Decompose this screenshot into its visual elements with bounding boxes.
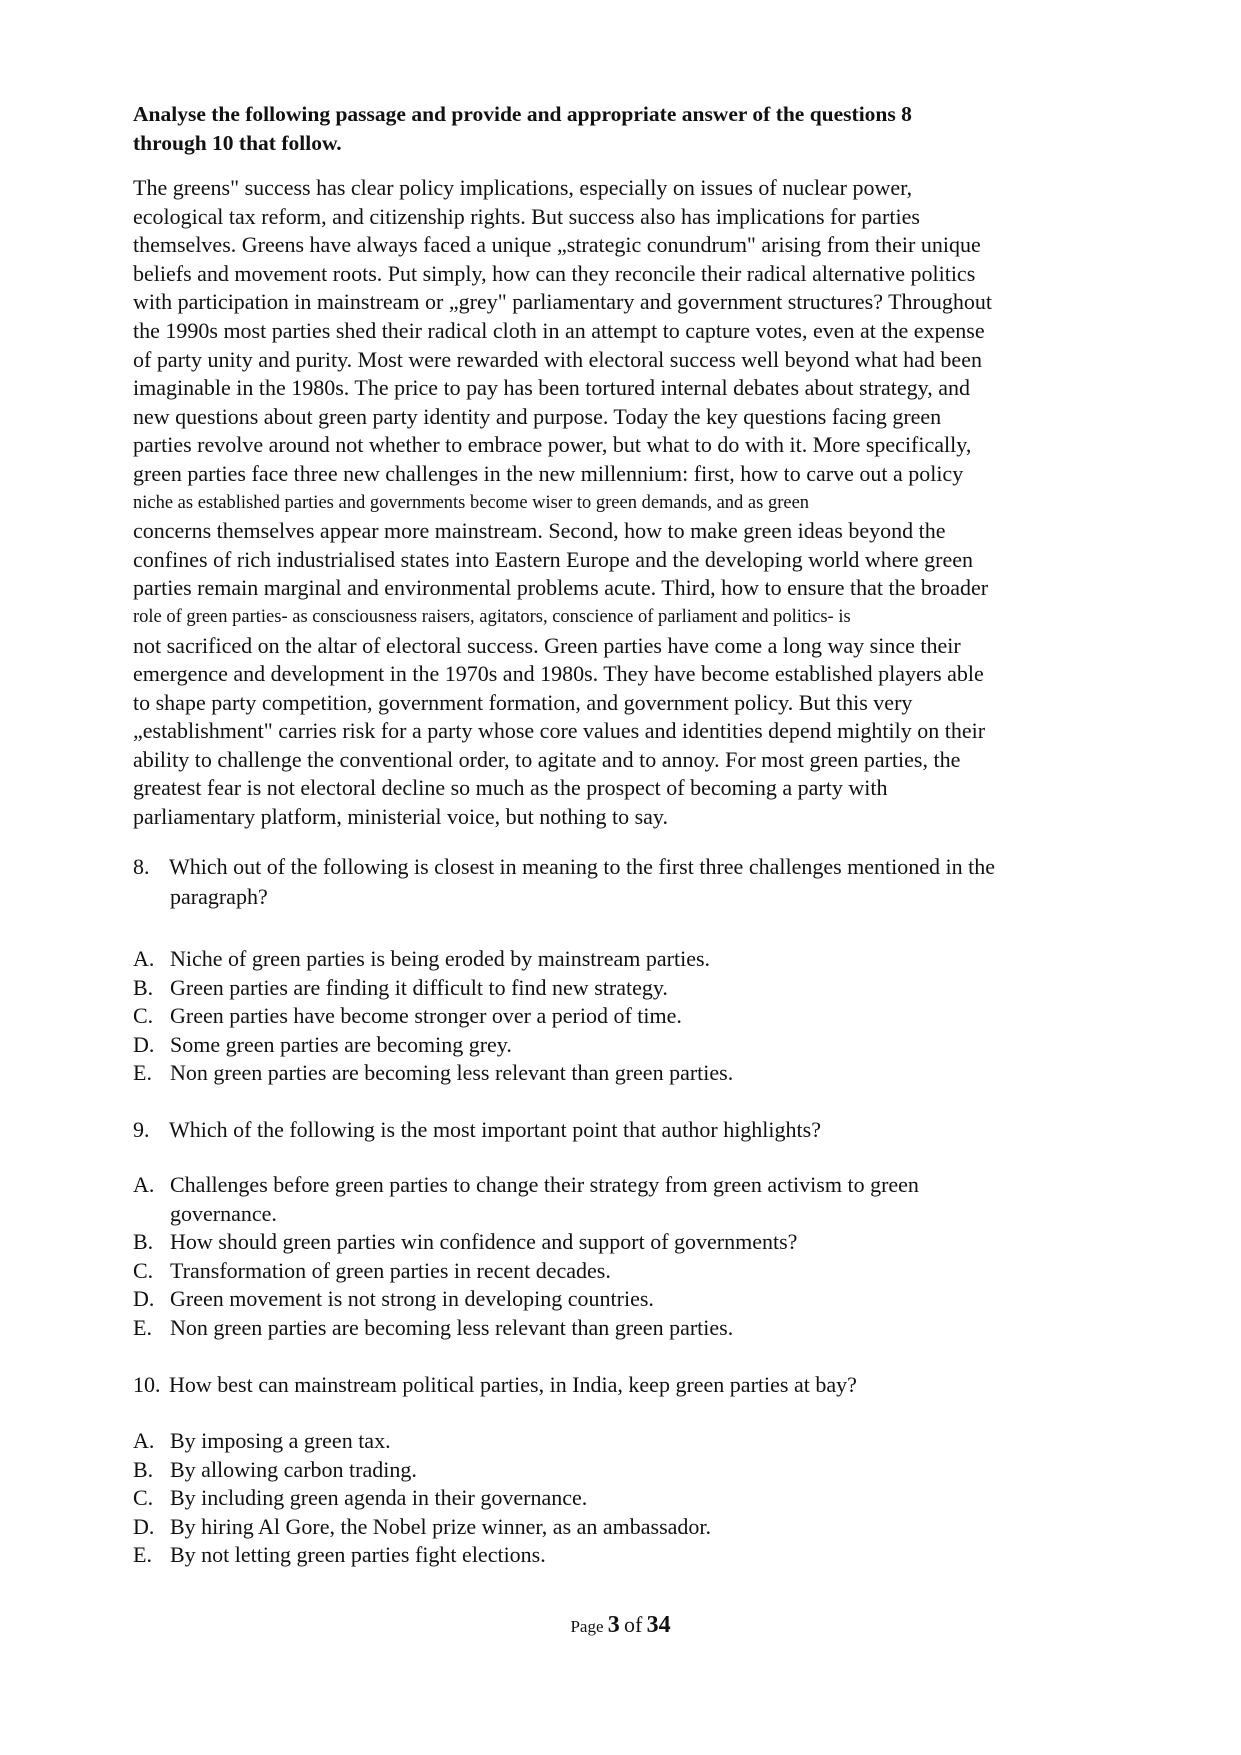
passage-line: parliamentary platform, ministerial voice, but nothing to say. (133, 804, 668, 830)
answer-option[interactable] (133, 1541, 546, 1570)
question-text-continued: paragraph? (170, 884, 268, 909)
answer-option[interactable] (133, 1171, 919, 1200)
option-text: By including green agenda in their governance. (170, 1485, 588, 1510)
question-10 (133, 1370, 857, 1400)
option-text: By allowing carbon trading. (170, 1456, 417, 1482)
page-current: 3 (607, 1612, 620, 1638)
page-total: 34 (646, 1612, 671, 1638)
passage-line: „establishment" carries risk for a party whose core values and identities depend mightily on their (133, 718, 986, 744)
passage-line: parties remain marginal and environmental problems acute. Third, how to ensure that the broader (133, 575, 989, 601)
passage-line: of party unity and purity. Most were rewarded with electoral success well beyond what had been (133, 346, 982, 372)
answer-option[interactable] (133, 945, 710, 974)
answer-option[interactable] (133, 1228, 797, 1257)
answer-option[interactable] (133, 1059, 733, 1088)
question-number: 10. (133, 1372, 161, 1397)
passage-line: confines of rich industrialised states into Eastern Europe and the developing world where green (133, 546, 974, 572)
passage-line: emergence and development in the 1970s and 1980s. They have become established players able (133, 661, 984, 687)
answer-option[interactable] (133, 1314, 733, 1343)
option-text: Green parties are finding it difficult to find new strategy. (170, 974, 668, 1000)
instruction-line: Analyse the following passage and provide and appropriate answer of the questions 8 (133, 102, 912, 126)
option-letter: C. (133, 1003, 154, 1028)
option-text: Transformation of green parties in recent decades. (170, 1257, 611, 1283)
option-text: Challenges before green parties to change their strategy from green activism to green (170, 1172, 919, 1197)
option-letter: A. (133, 1428, 155, 1453)
answer-option[interactable] (133, 1002, 682, 1031)
passage-line: beliefs and movement roots. Put simply, how can they reconcile their radical alternative politics (133, 260, 976, 286)
option-text-continued: governance. (170, 1200, 277, 1226)
answer-option[interactable] (133, 1285, 654, 1314)
option-letter: D. (133, 1513, 155, 1539)
option-letter: D. (133, 1286, 155, 1311)
option-text: Non green parties are becoming less relevant than green parties. (170, 1060, 734, 1085)
passage-line: not sacrificed on the altar of electoral success. Green parties have come a long way since their (133, 632, 961, 658)
question-text: Which out of the following is closest in meaning to the first three challenges mentioned in the (169, 854, 996, 879)
answer-option[interactable] (133, 1031, 512, 1060)
passage-line: role of green parties- as consciousness raisers, agitators, conscience of parliament and politics- is (133, 606, 851, 627)
passage-line: parties revolve around not whether to embrace power, but what to do with it. More specifically, (133, 432, 972, 458)
option-letter: B. (133, 974, 154, 1000)
answer-option[interactable] (133, 1513, 711, 1542)
instruction-heading (133, 100, 1113, 158)
of-word: of (623, 1612, 643, 1637)
answer-option[interactable] (133, 1484, 587, 1513)
passage-line: greatest fear is not electoral decline so much as the prospect of becoming a party with (133, 775, 888, 801)
question-text: Which of the following is the most important point that author highlights? (169, 1117, 821, 1142)
reading-passage (133, 174, 1133, 832)
answer-option[interactable] (133, 1456, 417, 1485)
option-text: Some green parties are becoming grey. (170, 1031, 512, 1057)
option-letter: C. (133, 1485, 154, 1510)
passage-line: to shape party competition, government formation, and government policy. But this very (133, 689, 913, 715)
instruction-line: through 10 that follow. (133, 131, 342, 155)
option-letter: E. (133, 1060, 152, 1085)
passage-line: imaginable in the 1980s. The price to pay has been tortured internal debates about strategy, and (133, 375, 970, 401)
option-letter: A. (133, 946, 155, 971)
answer-option[interactable] (133, 1427, 391, 1456)
passage-line: concerns themselves appear more mainstream. Second, how to make green ideas beyond the (133, 518, 946, 544)
option-letter: B. (133, 1456, 154, 1482)
passage-line: themselves. Greens have always faced a unique „strategic conundrum" arising from their unique (133, 232, 981, 258)
option-letter: C. (133, 1257, 154, 1283)
option-text: By imposing a green tax. (170, 1428, 391, 1453)
passage-line: ecological tax reform, and citizenship rights. But success also has implications for parties (133, 203, 920, 229)
passage-line: green parties face three new challenges in the new millennium: first, how to carve out a policy (133, 460, 964, 486)
passage-line: the 1990s most parties shed their radical cloth in an attempt to capture votes, even at the expense (133, 317, 985, 343)
passage-line: ability to challenge the conventional order, to agitate and to annoy. For most green parties, the (133, 746, 961, 772)
option-text: How should green parties win confidence and support of governments? (170, 1229, 798, 1254)
option-letter: E. (133, 1542, 152, 1567)
option-letter: E. (133, 1314, 152, 1340)
question-number: 8. (133, 854, 150, 879)
option-text: Green parties have become stronger over a period of time. (170, 1003, 682, 1028)
passage-line: new questions about green party identity and purpose. Today the key questions facing green (133, 403, 942, 429)
passage-line: with participation in mainstream or „grey" parliamentary and government structures? Throughout (133, 289, 992, 315)
option-text: Green movement is not strong in developing countries. (170, 1286, 654, 1311)
option-letter: A. (133, 1172, 155, 1197)
option-text: By hiring Al Gore, the Nobel prize winner, as an ambassador. (170, 1513, 712, 1539)
option-text: Non green parties are becoming less relevant than green parties. (170, 1314, 734, 1340)
page-footer (0, 1612, 1241, 1639)
passage-line: niche as established parties and governments become wiser to green demands, and as green (133, 492, 810, 513)
passage-line: The greens" success has clear policy implications, especially on issues of nuclear power, (133, 175, 913, 200)
answer-option[interactable] (133, 974, 668, 1003)
page-word: Page (570, 1617, 604, 1636)
question-text: How best can mainstream political parties, in India, keep green parties at bay? (169, 1372, 857, 1397)
question-number: 9. (133, 1117, 150, 1142)
question-8 (133, 852, 995, 882)
answer-option[interactable] (133, 1257, 611, 1286)
option-text: By not letting green parties fight elections. (170, 1542, 546, 1567)
option-text: Niche of green parties is being eroded by mainstream parties. (170, 946, 711, 971)
option-letter: B. (133, 1229, 154, 1254)
option-letter: D. (133, 1031, 155, 1057)
question-9 (133, 1115, 821, 1145)
